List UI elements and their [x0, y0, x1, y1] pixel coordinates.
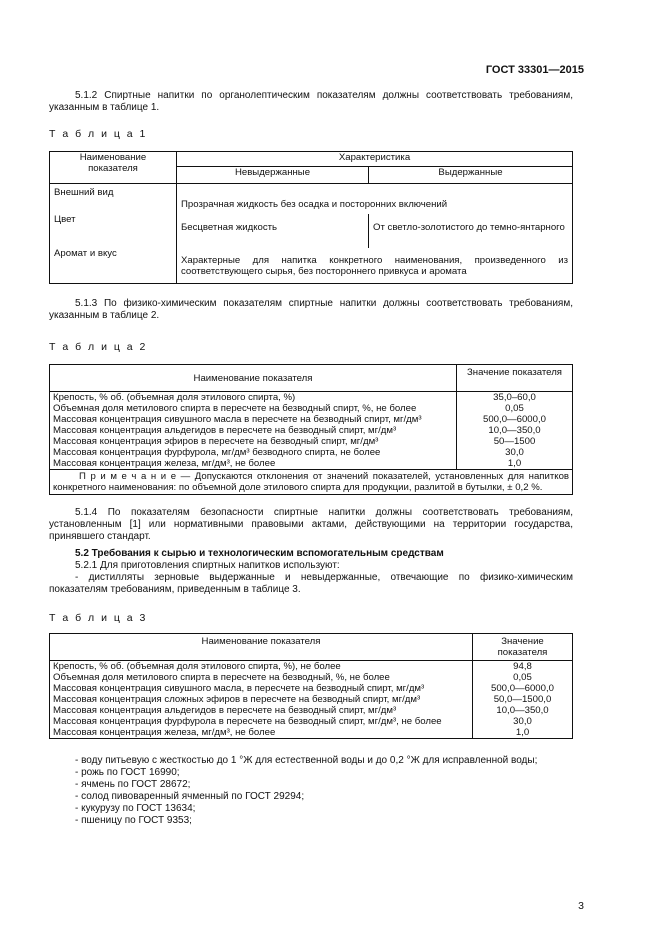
row-name: Объемная доля метилового спирта в пересчете на безводный спирт, %, не более [53, 403, 417, 414]
note-label: П р и м е ч а н и е [79, 471, 177, 482]
list-item: - кукурузу по ГОСТ 13634; [75, 803, 196, 814]
table-row [50, 436, 573, 447]
list-item: - ячмень по ГОСТ 28672; [75, 779, 191, 790]
row-name: Крепость, % об. (объемная доля этилового спирта, %), не более [53, 661, 341, 672]
header-value: Значение показателя [457, 365, 573, 392]
table-row [50, 694, 573, 705]
table-row [50, 403, 573, 414]
row-color-name: Цвет [54, 213, 76, 225]
header-aged: Выдержанные [369, 167, 573, 184]
row-name: Массовая концентрация альдегидов в пересчете на безводный спирт, мг/дм³ [53, 425, 397, 436]
row-name: Массовая концентрация альдегидов в пересчете на безводный спирт, мг/дм³ [53, 705, 397, 716]
row-value: 1,0 [457, 458, 573, 470]
table-row [50, 705, 573, 716]
table-row [50, 458, 573, 470]
row-value: 1,0 [473, 727, 573, 739]
row-aroma-value: Характерные для напитка конкретного наименования, произведенного из соответствующего сырья, без постороннего привкуса и аромата [177, 248, 573, 284]
table-row [50, 661, 573, 673]
row-aroma-name: Аромат и вкус [54, 247, 117, 259]
table-2-label: Т а б л и ц а 2 [49, 341, 148, 353]
row-value: 50—1500 [457, 436, 573, 447]
section-5-2-heading: 5.2 Требования к сырью и технологическим вспомогательным средствам [75, 548, 444, 559]
bullet-distillates: - дистилляты зерновые выдержанные и невыдержанные, отвечающие по физико-химическим показателям требованиям, приведенным в таблице 3. [49, 572, 573, 595]
document-code: ГОСТ 33301—2015 [485, 64, 584, 76]
note-text: — Допускаются отклонения от значений показателей, установленных для напитков конкретного наименования: по объемной доле этилового спирта для продукции, разлитой в бутылки, ± 0,2 %. [53, 471, 569, 493]
list-item: - солод пивоваренный ячменный по ГОСТ 29294; [75, 791, 305, 802]
row-value: 94,8 [473, 661, 573, 673]
row-name: Объемная доля метилового спирта в пересчете на безводный, %, не более [53, 672, 390, 683]
row-name: Массовая концентрация эфиров в пересчете на безводный спирт, мг/дм³ [53, 436, 379, 447]
row-value: 30,0 [457, 447, 573, 458]
raw-materials-list [49, 755, 573, 827]
paragraph-5-1-2: 5.1.2 Спиртные напитки по органолептическим показателям должны соответствовать требованиям, указанным в таблице 1. [49, 90, 573, 113]
row-name: Массовая концентрация фурфурола в пересчете на безводный спирт, мг/дм³, не более [53, 716, 442, 727]
row-name: Массовая концентрация железа, мг/дм³, не более [53, 727, 276, 738]
header-unaged: Невыдержанные [177, 167, 369, 184]
table-2-note [50, 470, 573, 495]
row-name: Массовая концентрация фурфурола, мг/дм³ безводного спирта, не более [53, 447, 381, 458]
page-number: 3 [578, 900, 584, 912]
row-value: 30,0 [473, 716, 573, 727]
header-name: Наименование показателя [50, 365, 457, 392]
paragraph-5-1-4: 5.1.4 По показателям безопасности спиртные напитки должны соответствовать требованиям, установленным [1] или нормативными правовыми актами, действующими на территории государства, принявшего стандарт. [49, 507, 573, 542]
row-appearance-value: Прозрачная жидкость без осадка и посторонних включений [177, 184, 573, 214]
row-name: Крепость, % об. (объемная доля этилового спирта, %) [53, 392, 296, 403]
row-color-aged: От светло-золотистого до темно-янтарного [369, 214, 573, 248]
table-2 [49, 364, 573, 495]
table-row [50, 414, 573, 425]
paragraph-5-2-1: 5.2.1 Для приготовления спиртных напитков используют: [75, 560, 340, 571]
table-3 [49, 633, 573, 739]
table-row [50, 683, 573, 694]
row-appearance-name: Внешний вид [54, 187, 114, 198]
table-row [50, 447, 573, 458]
row-value: 0,05 [473, 672, 573, 683]
row-value: 500,0—6000,0 [457, 414, 573, 425]
header-value: Значение показателя [473, 634, 573, 661]
table-1-label: Т а б л и ц а 1 [49, 128, 148, 140]
row-value: 10,0—350,0 [457, 425, 573, 436]
list-item: - пшеницу по ГОСТ 9353; [75, 815, 192, 826]
row-color-unaged: Бесцветная жидкость [177, 214, 369, 248]
table-row [50, 727, 573, 739]
header-name: Наименование показателя [50, 152, 177, 184]
table-row [50, 425, 573, 436]
row-name: Массовая концентрация сивушного масла, в пересчете на безводный спирт, мг/дм³ [53, 683, 425, 694]
row-name: Массовая концентрация сложных эфиров в пересчете на безводный спирт, мг/дм³ [53, 694, 421, 705]
list-item: - воду питьевую с жесткостью до 1 °Ж для естественной воды и до 0,2 °Ж для исправленной воды; [75, 755, 538, 766]
row-name: Массовая концентрация сивушного масла в пересчете на безводный спирт, мг/дм³ [53, 414, 422, 425]
header-characteristic: Характеристика [177, 152, 573, 167]
table-1 [49, 151, 573, 284]
list-item: - рожь по ГОСТ 16990; [75, 767, 180, 778]
paragraph-5-1-3: 5.1.3 По физико-химическим показателям спиртные напитки должны соответствовать требованиям, указанным в таблице 2. [49, 298, 573, 321]
row-value: 500,0—6000,0 [473, 683, 573, 694]
row-value: 35,0–60,0 [457, 392, 573, 404]
row-value: 10,0—350,0 [473, 705, 573, 716]
header-name: Наименование показателя [50, 634, 473, 661]
row-value: 50,0—1500,0 [473, 694, 573, 705]
table-row [50, 716, 573, 727]
table-3-label: Т а б л и ц а 3 [49, 612, 148, 624]
row-name: Массовая концентрация железа, мг/дм³, не более [53, 458, 276, 469]
row-value: 0,05 [457, 403, 573, 414]
table-row [50, 392, 573, 404]
table-row [50, 672, 573, 683]
